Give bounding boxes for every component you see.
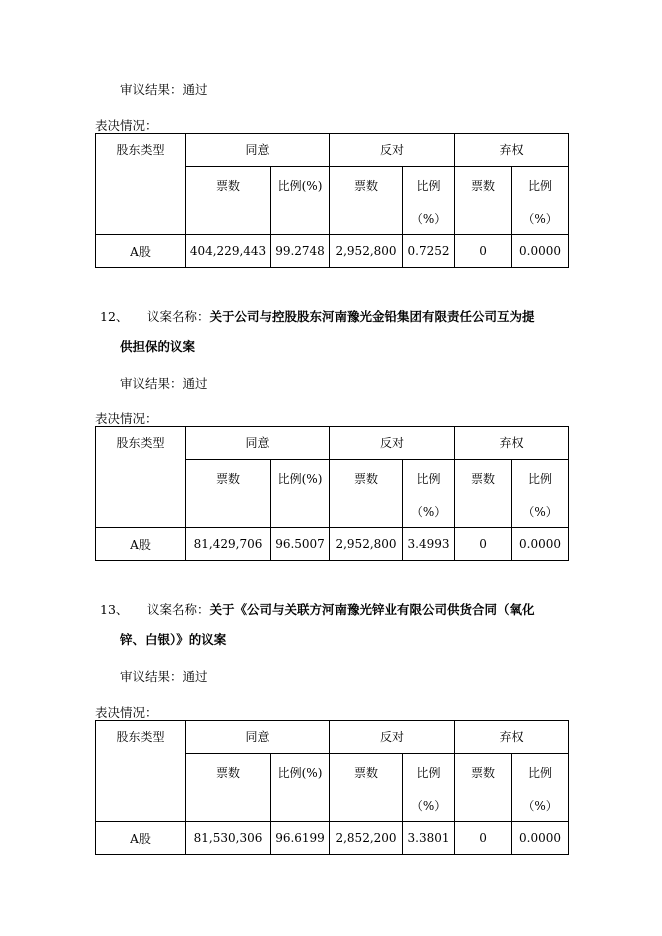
header-agree-votes: 票数 (186, 754, 271, 822)
cell-agree-votes: 81,429,706 (186, 528, 271, 561)
cell-type: A股 (96, 235, 186, 268)
header-oppose-votes: 票数 (330, 167, 403, 235)
cell-abstain-votes: 0 (455, 235, 512, 268)
header-oppose: 反对 (330, 427, 455, 460)
cell-agree-ratio: 96.6199 (271, 822, 330, 855)
vote-title: 表决情况： (95, 705, 158, 720)
review-result-value: 通过 (182, 669, 208, 684)
header-abstain-ratio: 比例 （%） (512, 460, 569, 528)
cell-agree-ratio: 99.2748 (271, 235, 330, 268)
motion-title (147, 307, 535, 325)
header-oppose: 反对 (330, 134, 455, 167)
header-abstain: 弃权 (455, 721, 569, 754)
header-agree-ratio: 比例(%) (271, 754, 330, 822)
cell-abstain-ratio: 0.0000 (512, 528, 569, 561)
header-oppose-ratio: 比例 （%） (403, 167, 455, 235)
cell-oppose-votes: 2,952,800 (330, 528, 403, 561)
header-abstain: 弃权 (455, 427, 569, 460)
motion-title-line2: 锌、白银）》的议案 (120, 632, 227, 647)
cell-oppose-ratio: 3.3801 (403, 822, 455, 855)
motion-number: 12、 (100, 309, 129, 324)
review-result-label: 审议结果： (120, 669, 183, 684)
cell-abstain-votes: 0 (455, 822, 512, 855)
header-shareholder-type: 股东类型 (96, 721, 186, 822)
motion-title-label: 议案名称： (147, 309, 210, 324)
review-result (120, 80, 208, 98)
vote-table (95, 426, 569, 561)
review-result-value: 通过 (182, 376, 208, 391)
review-result (120, 374, 208, 392)
table-row (96, 822, 569, 855)
motion-title-line1: 关于公司与控股股东河南豫光金铅集团有限责任公司互为提 (209, 309, 535, 324)
cell-agree-votes: 81,530,306 (186, 822, 271, 855)
header-abstain: 弃权 (455, 134, 569, 167)
header-agree-ratio: 比例(%) (271, 167, 330, 235)
motion-title-label: 议案名称： (147, 602, 210, 617)
header-agree: 同意 (186, 134, 330, 167)
header-oppose-votes: 票数 (330, 754, 403, 822)
motion-title (147, 600, 535, 618)
header-oppose-votes: 票数 (330, 460, 403, 528)
header-oppose: 反对 (330, 721, 455, 754)
header-agree: 同意 (186, 427, 330, 460)
table-row (96, 528, 569, 561)
cell-oppose-ratio: 3.4993 (403, 528, 455, 561)
motion-title-line2: 供担保的议案 (120, 339, 196, 354)
review-result (120, 667, 208, 685)
review-result-label: 审议结果： (120, 376, 183, 391)
review-result-label: 审议结果： (120, 82, 183, 97)
table-row (96, 235, 569, 268)
vote-title: 表决情况： (95, 118, 158, 133)
header-shareholder-type: 股东类型 (96, 134, 186, 235)
header-abstain-votes: 票数 (455, 167, 512, 235)
header-abstain-votes: 票数 (455, 754, 512, 822)
header-agree-votes: 票数 (186, 167, 271, 235)
header-abstain-ratio: 比例 （%） (512, 754, 569, 822)
cell-type: A股 (96, 822, 186, 855)
header-oppose-ratio: 比例 （%） (403, 460, 455, 528)
vote-table (95, 720, 569, 855)
cell-agree-ratio: 96.5007 (271, 528, 330, 561)
cell-oppose-votes: 2,852,200 (330, 822, 403, 855)
header-agree-ratio: 比例(%) (271, 460, 330, 528)
cell-type: A股 (96, 528, 186, 561)
motion-title-line1: 关于《公司与关联方河南豫光锌业有限公司供货合同（氧化 (209, 602, 535, 617)
cell-oppose-votes: 2,952,800 (330, 235, 403, 268)
header-abstain-votes: 票数 (455, 460, 512, 528)
header-agree-votes: 票数 (186, 460, 271, 528)
cell-abstain-votes: 0 (455, 528, 512, 561)
vote-table (95, 133, 569, 268)
cell-oppose-ratio: 0.7252 (403, 235, 455, 268)
cell-agree-votes: 404,229,443 (186, 235, 271, 268)
motion-number: 13、 (100, 602, 129, 617)
header-oppose-ratio: 比例 （%） (403, 754, 455, 822)
cell-abstain-ratio: 0.0000 (512, 822, 569, 855)
header-abstain-ratio: 比例 （%） (512, 167, 569, 235)
header-agree: 同意 (186, 721, 330, 754)
vote-title: 表决情况： (95, 411, 158, 426)
review-result-value: 通过 (182, 82, 208, 97)
header-shareholder-type: 股东类型 (96, 427, 186, 528)
cell-abstain-ratio: 0.0000 (512, 235, 569, 268)
